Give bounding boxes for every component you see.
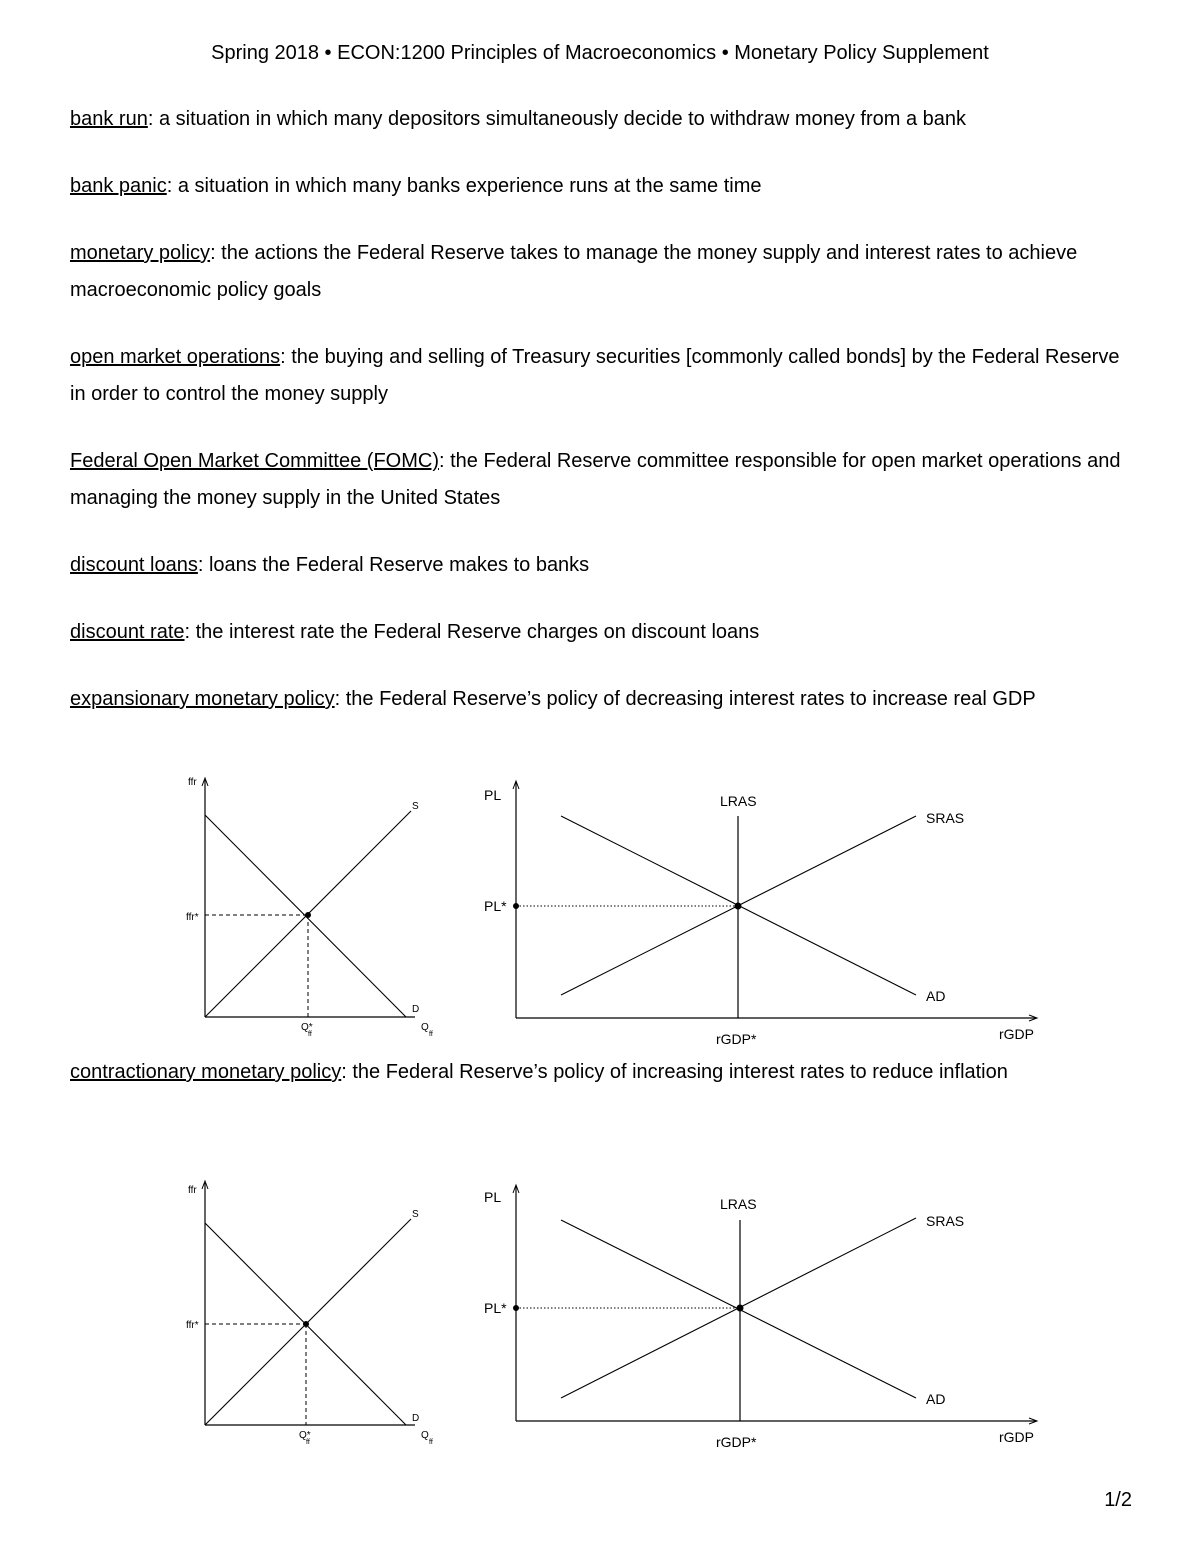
definition-contractionary-monetary-policy [70, 1054, 1135, 1091]
money-market-diagram-expansionary [180, 772, 450, 1052]
definition-text: : loans the Federal Reserve makes to banks [197, 554, 590, 576]
sras-label: SRAS [926, 810, 965, 826]
term: discount loans [70, 554, 198, 576]
term: bank panic [70, 175, 167, 197]
x-equilibrium-subscript: ff [308, 1031, 312, 1038]
y-equilibrium-label: ffr* [186, 912, 199, 923]
definition-monetary-policy [70, 235, 1135, 309]
y-equilibrium-label: PL* [484, 1300, 507, 1316]
definition-text: : the Federal Reserve’s policy of increasing interest rates to reduce inflation [341, 1061, 1008, 1083]
y-axis-label: ffr [188, 1185, 197, 1196]
demand-label: D [412, 1413, 420, 1424]
equilibrium-point [737, 1305, 744, 1312]
adas-diagram-contractionary [470, 1180, 1050, 1460]
x-axis-label: rGDP [999, 1429, 1034, 1445]
x-equilibrium-label: Q* [299, 1430, 311, 1441]
demand-label: D [412, 1004, 420, 1015]
y-axis-label: PL [484, 787, 502, 803]
x-axis-subscript: ff [429, 1031, 433, 1038]
y-equilibrium-label: PL* [484, 898, 507, 914]
definition-text: : the buying and selling of Treasury securities [commonly called bonds] by the Federal Reserve in order to control the money supply [70, 346, 1120, 405]
definition-text: : the Federal Reserve committee responsible for open market operations and managing the money supply in the United States [70, 450, 1121, 509]
equilibrium-point [735, 903, 742, 910]
sras-label: SRAS [926, 1213, 965, 1229]
ad-label: AD [926, 988, 946, 1004]
term: discount rate [70, 621, 185, 643]
price-level-marker [513, 1305, 519, 1311]
term: bank run [70, 108, 148, 130]
definition-discount-loans [70, 547, 1135, 584]
term: open market operations [70, 346, 281, 368]
page-number: 1/2 [1104, 1489, 1132, 1511]
price-level-marker [513, 903, 519, 909]
equilibrium-point [305, 912, 311, 918]
x-equilibrium-label: rGDP* [716, 1434, 757, 1450]
ad-label: AD [926, 1391, 946, 1407]
adas-diagram-expansionary [470, 776, 1050, 1056]
x-equilibrium-label: Q* [301, 1022, 313, 1033]
definition-text: : the actions the Federal Reserve takes to manage the money supply and interest rates to achieve macroeconomic policy goals [70, 242, 1078, 301]
x-axis-label: Q [421, 1430, 429, 1441]
definition-expansionary-monetary-policy [70, 681, 1135, 718]
supply-label: S [412, 1209, 419, 1220]
y-axis-label: PL [484, 1189, 502, 1205]
term: monetary policy [70, 242, 211, 264]
x-axis-label: Q [421, 1022, 429, 1033]
definition-open-market-operations [70, 339, 1135, 413]
equilibrium-point [303, 1321, 309, 1327]
y-axis-label: ffr [188, 777, 197, 788]
x-axis-subscript: ff [429, 1439, 433, 1446]
page-header: Spring 2018 • ECON:1200 Principles of Macroeconomics • Monetary Policy Supplement [211, 42, 989, 64]
definition-text: : the Federal Reserve’s policy of decreasing interest rates to increase real GDP [334, 688, 1036, 710]
definition-text: : the interest rate the Federal Reserve charges on discount loans [184, 621, 760, 643]
lras-label: LRAS [720, 793, 757, 809]
money-market-diagram-contractionary [180, 1175, 450, 1455]
term: contractionary monetary policy [70, 1061, 342, 1083]
definition-bank-run [70, 101, 1135, 138]
definition-discount-rate [70, 614, 1135, 651]
x-equilibrium-label: rGDP* [716, 1031, 757, 1047]
supply-label: S [412, 801, 419, 812]
definition-text: : a situation in which many banks experience runs at the same time [166, 175, 762, 197]
definition-bank-panic [70, 168, 1135, 205]
term: Federal Open Market Committee (FOMC) [70, 450, 439, 472]
x-axis-label: rGDP [999, 1026, 1034, 1042]
lras-label: LRAS [720, 1196, 757, 1212]
x-equilibrium-subscript: ff [306, 1439, 310, 1446]
term: expansionary monetary policy [70, 688, 335, 710]
definition-text: : a situation in which many depositors simultaneously decide to withdraw money from a bank [147, 108, 967, 130]
y-equilibrium-label: ffr* [186, 1320, 199, 1331]
definition-fomc [70, 443, 1135, 517]
